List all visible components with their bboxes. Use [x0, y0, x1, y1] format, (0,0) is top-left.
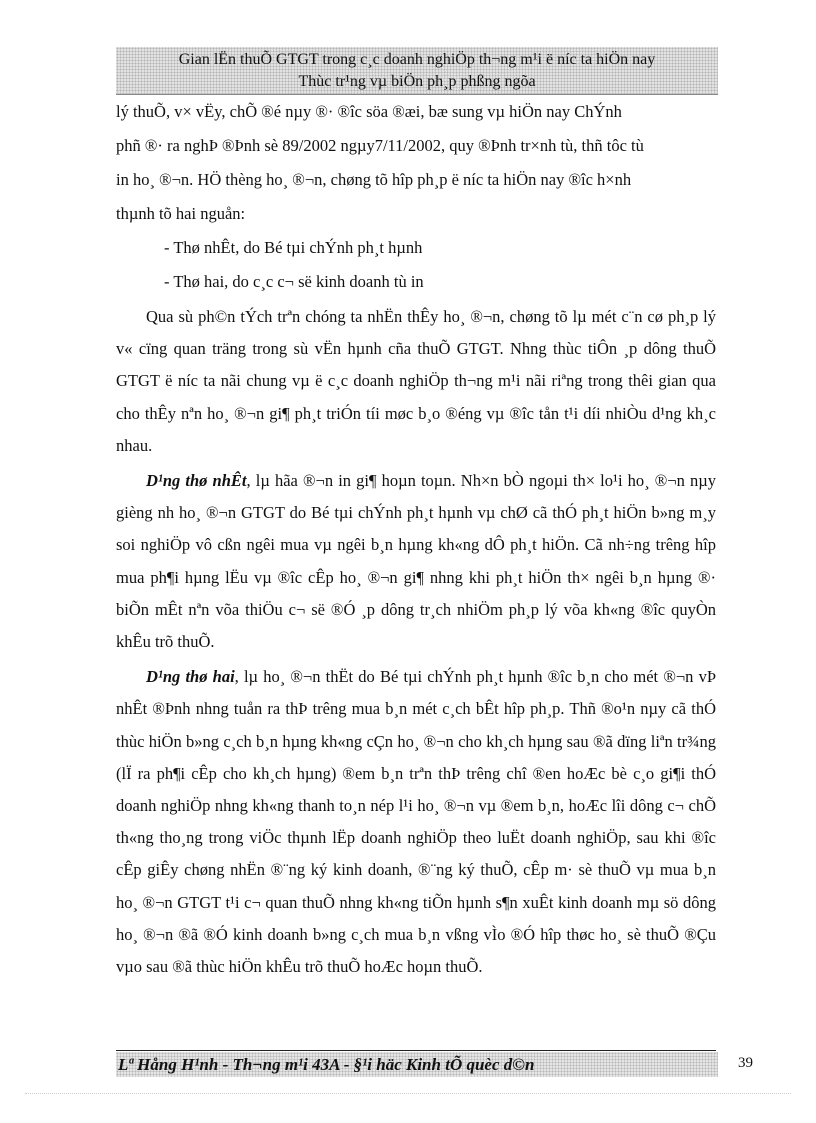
intro-line: phñ ®· ra nghÞ ®Þnh sè 89/2002 ngµy7/11/2002, quy ®Þnh tr×nh tù, thñ tôc tù — [116, 136, 644, 155]
intro-paragraph — [116, 95, 716, 231]
page-footer: Lª Hång H¹nh - Th¬ng m¹i 43A - §¹i häc Kinh tÕ quèc d©n — [116, 1052, 718, 1077]
body-text — [116, 95, 716, 983]
page-number: 39 — [738, 1055, 753, 1071]
intro-line: in ho¸ ®¬n. HÖ thèng ho¸ ®¬n, chøng tõ hîp ph¸p ë níc ta hiÖn nay ®îc h×nh — [116, 170, 632, 189]
paragraph-analysis: Qua sù ph©n tÝch trªn chóng ta nhËn thÊy ho¸ ®¬n, chøng tõ lµ mét c¨n cø ph¸p lý v« cïng quan träng trong sù vËn hµnh cña thuÕ GTGT. Nhng thùc tiÔn ¸p dông thuÕ GTGT ë níc ta nãi chung vµ ë c¸c doanh nghiÖp th¬ng m¹i nãi riªng trong thêi gian qua cho thÊy nªn ho¸ ®¬n gi¶ ph¸t triÓn tíi møc b¸o ®éng vµ ®îc tån t¹i díi nhiÒu d¹ng kh¸c nhau. — [116, 307, 716, 455]
footer-rule — [116, 1050, 716, 1051]
paragraph-body: , lµ hãa ®¬n in gi¶ hoµn toµn. Nh×n bÒ ngoµi th× lo¹i ho¸ ®¬n nµy gièng nh ho¸ ®¬n GTGT do Bé tµi chÝnh ph¸t hµnh vµ chØ cã thÓ ph¸t hiÖn b»ng m¸y soi nghiÖp vô cßn ngêi mua vµ ngêi b¸n hµng kh«ng dÔ ph¸t hiÖn. Cã nh÷ng trêng hîp mua ph¶i hµng lËu vµ ®îc cÊp ho¸ ®¬n gi¶ nhng khi ph¸t hiÖn th× ngêi b¸n hµng ®· biÕn mÊt nªn võa thiÖu c¬ së ®Ó ¸p dông tr¸ch nhiÖm ph¸p lý võa kh«ng ®îc quyÒn khÊu trõ thuÕ. — [116, 471, 716, 652]
page-header — [116, 47, 718, 95]
bullet-item: - Thø hai, do c¸c c¬ së kinh doanh tù in — [164, 272, 424, 291]
intro-line: thµnh tõ hai nguån: — [116, 204, 246, 223]
paragraph-type-two — [116, 661, 716, 983]
paragraph-lead-term: D¹ng thø nhÊt — [146, 471, 247, 491]
intro-line: lý thuÕ, v× vËy, chÕ ®é nµy ®· ®îc söa ®æi, bæ sung vµ hiÖn nay ChÝnh — [116, 102, 622, 121]
bullet-item: - Thø nhÊt, do Bé tµi chÝnh ph¸t hµnh — [164, 238, 423, 257]
page-bottom-divider — [25, 1093, 791, 1094]
paragraph-lead-term: D¹ng thø hai — [146, 667, 235, 687]
header-title-line-2: Thùc tr¹ng vµ biÖn ph¸p phßng ngõa — [298, 73, 536, 90]
paragraph-type-one — [116, 465, 716, 658]
header-title-line-1: Gian lËn thuÕ GTGT trong c¸c doanh nghiÖp th¬ng m¹i ë níc ta hiÖn nay — [178, 51, 656, 68]
paragraph-body: , lµ ho¸ ®¬n thËt do Bé tµi chÝnh ph¸t hµnh ®îc b¸n cho mét ®¬n vÞ nhÊt ®Þnh nhng tuån ra thÞ trêng mua b¸n mét c¸ch bÊt hîp ph¸p. Thñ ®o¹n nµy cã thÓ thùc hiÖn b»ng c¸ch b¸n hµng kh«ng cÇn ho¸ ®¬n cho kh¸ch hµng sau ®ã dïng liªn tr¾ng (lÏ ra ph¶i cÊp cho kh¸ch hµng) ®em b¸n trªn thÞ trêng chî ®en hoÆc bè c¸o gi¶i thÓ doanh nghiÖp nhng kh«ng thanh to¸n nép l¹i ho¸ ®¬n vµ ®em b¸n, hoÆc lîi dông c¬ chÕ th«ng tho¸ng trong viÖc thµnh lËp doanh nghiÖp theo luËt doanh nghiÖp, sau khi ®îc cÊp giÊy chøng nhËn ®¨ng ký kinh doanh, ®¨ng ký thuÕ, cÊp m· sè thuÕ vµ mua b¸n ho¸ ®¬n GTGT t¹i c¬ quan thuÕ nhng kh«ng tiÕn hµnh s¶n xuÊt kinh doanh mµ sö dông ho¸ ®¬n ®ã ®Ó kinh doanh b»ng c¸ch mua b¸n vßng vÌo ®Ó hîp thøc ho¸ sè thuÕ ®Çu vµo sau ®ã thùc hiÖn khÊu trõ thuÕ hoÆc hoµn thuÕ. — [116, 667, 717, 977]
